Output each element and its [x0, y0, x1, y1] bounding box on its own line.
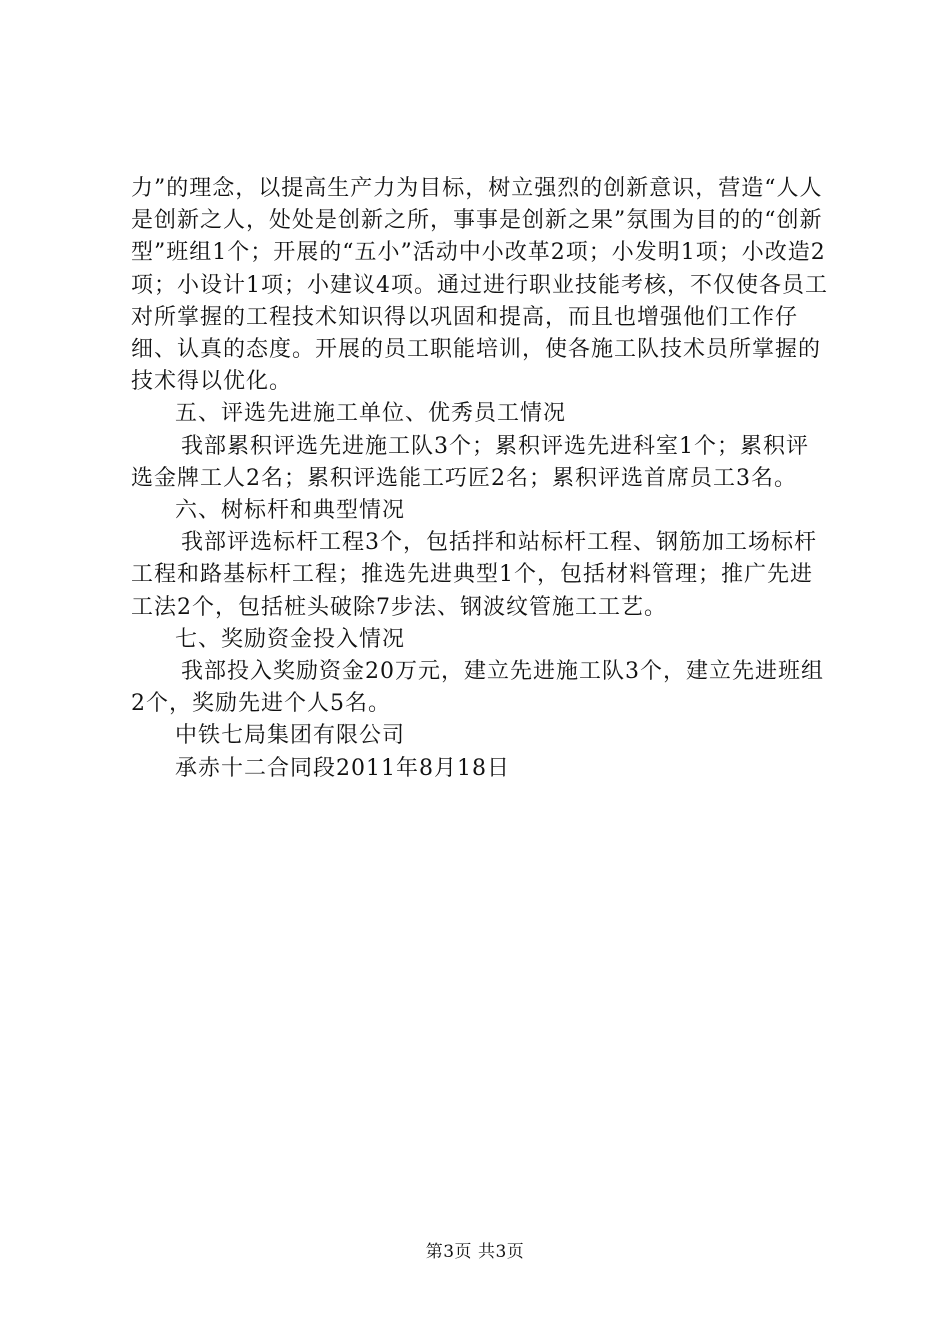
section-heading-benchmarks: 六、树标杆和典型情况: [175, 498, 406, 524]
section-heading-advanced-units: 五、评选先进施工单位、优秀员工情况: [175, 401, 567, 427]
page-footer: 第3页 共3页: [425, 1242, 525, 1262]
section-heading-reward-funds: 七、奖励资金投入情况: [175, 626, 406, 652]
paragraph-advanced-units: 我部累积评选先进施工队3个；累积评选先进科室1个；累积评选金牌工人2名；累积评选能工巧匠2名；累积评选首席员工3名。: [131, 433, 809, 491]
paragraph-reward-funds: 我部投入奖励资金20万元，建立先进施工队3个，建立先进班组2个，奖励先进个人5名。: [131, 659, 824, 717]
paragraph-benchmarks: 我部评选标杆工程3个，包括拌和站标杆工程、钢筋加工场标杆工程和路基标杆工程；推选先进典型1个，包括材料管理；推广先进工法2个，包括桩头破除7步法、钢波纹管施工工艺。: [131, 530, 817, 620]
document-body: [131, 173, 831, 785]
signature-organization: 中铁七局集团有限公司: [175, 723, 406, 749]
paragraph-innovation-summary: 力”的理念，以提高生产力为目标，树立强烈的创新意识，营造“人人是创新之人，处处是创新之所，事事是创新之果”氛围为目的的“创新型”班组1个；开展的“五小”活动中小改革2项；小发明1项；小改造2项；小设计1项；小建议4项。通过进行职业技能考核，不仅使各员工对所掌握的工程技术知识得以巩固和提高，而且也增强他们工作仔细、认真的态度。开展的员工职能培训，使各施工队技术员所掌握的技术得以优化。: [131, 176, 828, 395]
signature-date: 承赤十二合同段2011年8月18日: [175, 755, 510, 781]
